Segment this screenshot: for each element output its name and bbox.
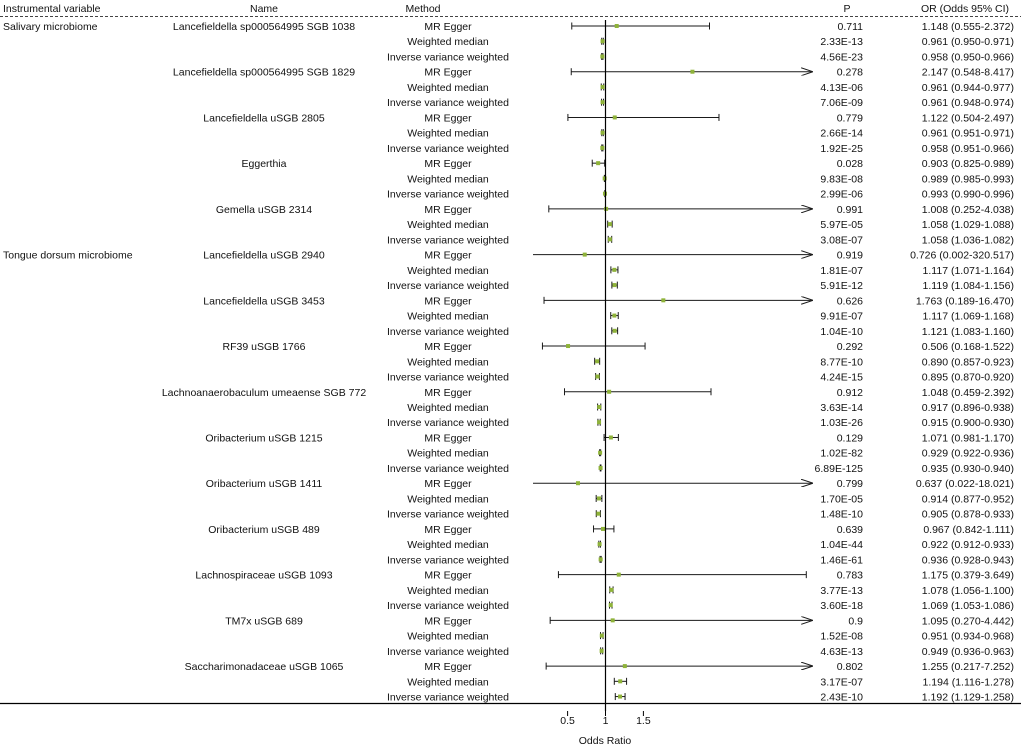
method-label: Inverse variance weighted — [387, 508, 509, 521]
method-label: Inverse variance weighted — [387, 371, 509, 384]
point-estimate — [609, 603, 613, 607]
or-ci-text: 0.905 (0.878-0.933) — [921, 508, 1014, 521]
or-ci-text: 0.903 (0.825-0.989) — [921, 158, 1014, 171]
header-instrumental-variable: Instrumental variable — [3, 3, 101, 15]
p-value: 4.56E-23 — [820, 51, 863, 64]
p-value: 3.08E-07 — [820, 234, 863, 247]
p-value: 0.779 — [836, 112, 863, 125]
method-label: Inverse variance weighted — [387, 51, 509, 64]
exposure-name: Lancefieldella sp000564995 SGB 1829 — [172, 66, 356, 79]
p-value: 2.33E-13 — [820, 36, 863, 49]
method-label: Weighted median — [407, 447, 489, 460]
row-group — [205, 432, 1014, 474]
row-group — [216, 204, 1014, 246]
or-ci-text: 0.506 (0.168-1.522) — [921, 341, 1014, 354]
point-estimate — [596, 375, 600, 379]
p-value: 9.83E-08 — [820, 173, 863, 186]
p-value: 1.52E-08 — [820, 630, 863, 643]
p-value: 0.783 — [836, 569, 863, 582]
point-estimate — [600, 649, 604, 653]
row-group — [173, 67, 1014, 109]
point-estimate — [600, 146, 604, 150]
instrumental-variable-label: Tongue dorsum microbiome — [3, 249, 133, 262]
p-value: 1.48E-10 — [820, 508, 863, 521]
or-ci-text: 0.989 (0.985-0.993) — [921, 173, 1014, 186]
p-value: 0.9 — [848, 615, 863, 628]
or-ci-text: 0.917 (0.896-0.938) — [921, 402, 1014, 414]
instrumental-variable-label: Salivary microbiome — [3, 21, 98, 33]
point-estimate — [661, 298, 665, 302]
row-group — [185, 661, 1014, 703]
point-estimate — [598, 542, 602, 546]
p-value: 1.70E-05 — [820, 493, 863, 506]
or-ci-text: 0.890 (0.857-0.923) — [921, 356, 1014, 369]
method-label: MR Egger — [424, 341, 472, 354]
or-ci-text: 0.951 (0.934-0.968) — [921, 630, 1014, 643]
method-label: Inverse variance weighted — [387, 600, 509, 613]
or-ci-text: 0.993 (0.990-0.996) — [921, 188, 1014, 201]
x-axis-label: Odds Ratio — [578, 735, 632, 747]
p-value: 0.028 — [836, 158, 863, 171]
row-group — [203, 112, 1014, 154]
method-label: MR Egger — [424, 112, 472, 125]
method-label: Inverse variance weighted — [387, 645, 509, 658]
method-label: MR Egger — [424, 295, 472, 308]
point-estimate — [623, 664, 627, 668]
or-ci-text: 0.958 (0.951-0.966) — [921, 142, 1014, 155]
method-label: Weighted median — [407, 356, 489, 369]
point-estimate — [613, 329, 617, 333]
method-label: MR Egger — [424, 523, 472, 536]
or-ci-text: 1.148 (0.555-2.372) — [921, 21, 1014, 33]
p-value: 0.626 — [836, 295, 863, 308]
point-estimate — [609, 588, 613, 592]
or-ci-text: 0.936 (0.928-0.943) — [921, 554, 1014, 567]
p-value: 7.06E-09 — [820, 97, 863, 110]
method-label: Inverse variance weighted — [387, 142, 509, 155]
p-value: 1.04E-10 — [820, 325, 863, 338]
or-ci-text: 1.119 (1.084-1.156) — [922, 280, 1014, 293]
exposure-name: Oribacterium uSGB 1215 — [205, 432, 323, 445]
method-label: Weighted median — [407, 539, 489, 552]
or-ci-text: 0.637 (0.022-18.021) — [915, 478, 1014, 491]
or-ci-text: 0.726 (0.002-320.517) — [910, 249, 1014, 262]
p-value: 0.711 — [837, 21, 863, 33]
method-label: Inverse variance weighted — [387, 188, 509, 201]
exposure-name: Lachnoanaerobaculum umeaense SGB 772 — [161, 386, 367, 399]
p-value: 0.292 — [836, 341, 863, 354]
method-label: Inverse variance weighted — [387, 691, 509, 704]
point-estimate — [612, 268, 616, 272]
or-ci-text: 0.961 (0.950-0.971) — [921, 36, 1014, 49]
row-group — [3, 250, 1014, 292]
method-label: Inverse variance weighted — [387, 417, 509, 430]
method-label: Weighted median — [407, 219, 489, 232]
row-group — [225, 615, 1014, 657]
method-label: Weighted median — [407, 127, 489, 140]
point-estimate — [608, 237, 612, 241]
point-estimate — [596, 161, 600, 165]
point-estimate — [607, 390, 611, 394]
or-ci-text: 1.122 (0.504-2.497) — [921, 112, 1014, 125]
method-label: MR Egger — [424, 615, 472, 628]
point-estimate — [612, 314, 616, 318]
method-label: MR Egger — [424, 158, 472, 171]
p-value: 8.77E-10 — [820, 356, 863, 369]
p-value: 0.129 — [836, 432, 863, 445]
p-value: 5.97E-05 — [820, 219, 863, 232]
row-group — [206, 478, 1014, 520]
method-label: Inverse variance weighted — [387, 325, 509, 338]
point-estimate — [601, 527, 605, 531]
header-p: P — [843, 3, 851, 15]
row-group — [223, 341, 1014, 383]
or-ci-text: 0.915 (0.900-0.930) — [921, 417, 1014, 430]
point-estimate — [576, 481, 580, 485]
method-label: Weighted median — [407, 402, 489, 414]
point-estimate — [597, 496, 601, 500]
point-estimate — [601, 100, 605, 104]
x-tick-label: 1.5 — [636, 715, 651, 727]
point-estimate — [599, 466, 603, 470]
or-ci-text: 0.961 (0.951-0.971) — [921, 127, 1014, 140]
p-value: 1.03E-26 — [820, 417, 863, 430]
point-estimate — [609, 435, 613, 439]
x-axis — [560, 20, 651, 747]
method-label: MR Egger — [424, 661, 472, 674]
or-ci-text: 1.192 (1.129-1.258) — [921, 691, 1014, 704]
exposure-name: Lancefieldella uSGB 2940 — [203, 249, 325, 262]
point-estimate — [583, 253, 587, 257]
or-ci-text: 1.121 (1.083-1.160) — [921, 325, 1014, 338]
point-estimate — [618, 679, 622, 683]
p-value: 0.802 — [836, 661, 863, 674]
point-estimate — [601, 39, 605, 43]
method-label: Inverse variance weighted — [387, 554, 509, 567]
p-value: 3.17E-07 — [820, 676, 863, 689]
exposure-name: Eggerthia — [241, 158, 287, 171]
p-value: 4.63E-13 — [820, 645, 863, 658]
exposure-name: Oribacterium uSGB 1411 — [205, 478, 323, 491]
p-value: 0.278 — [836, 66, 863, 79]
or-ci-text: 0.961 (0.944-0.977) — [921, 81, 1014, 94]
or-ci-text: 1.117 (1.069-1.168) — [922, 310, 1014, 323]
p-value: 2.43E-10 — [820, 691, 863, 704]
p-value: 5.91E-12 — [820, 280, 863, 293]
p-value: 0.912 — [836, 386, 863, 399]
p-value: 1.04E-44 — [820, 539, 863, 552]
point-estimate — [608, 222, 612, 226]
p-value: 0.799 — [836, 478, 863, 491]
method-label: MR Egger — [424, 203, 472, 216]
header-name: Name — [249, 3, 279, 15]
or-ci-text: 1.095 (0.270-4.442) — [921, 615, 1014, 628]
point-estimate — [595, 359, 599, 363]
exposure-name: TM7x uSGB 689 — [225, 615, 303, 628]
method-label: Weighted median — [407, 173, 489, 186]
p-value: 0.919 — [836, 249, 863, 262]
p-value: 1.02E-82 — [820, 447, 863, 460]
point-estimate — [613, 283, 617, 287]
header-method: Method — [405, 3, 441, 15]
point-estimate — [601, 85, 605, 89]
exposure-name: RF39 uSGB 1766 — [222, 341, 306, 354]
or-ci-text: 1.048 (0.459-2.392) — [921, 386, 1014, 399]
or-ci-text: 0.961 (0.948-0.974) — [921, 97, 1014, 110]
p-value: 0.639 — [836, 523, 863, 536]
point-estimate — [617, 573, 621, 577]
p-value: 3.77E-13 — [820, 584, 863, 597]
or-ci-text: 0.895 (0.870-0.920) — [921, 371, 1014, 384]
p-value: 2.66E-14 — [820, 127, 863, 140]
x-tick-label: 0.5 — [560, 715, 575, 727]
exposure-name: Lancefieldella uSGB 2805 — [203, 112, 325, 125]
point-estimate — [604, 207, 608, 211]
point-estimate — [601, 131, 605, 135]
method-label: Inverse variance weighted — [387, 280, 509, 293]
or-ci-text: 1.069 (1.053-1.086) — [921, 600, 1014, 613]
row-group — [242, 158, 1014, 200]
p-value: 1.92E-25 — [820, 142, 863, 155]
or-ci-text: 0.967 (0.842-1.111) — [923, 523, 1014, 536]
point-estimate — [597, 405, 601, 409]
point-estimate — [615, 24, 619, 28]
or-ci-text: 1.194 (1.116-1.278) — [922, 676, 1014, 689]
or-ci-text: 1.008 (0.252-4.038) — [921, 203, 1014, 216]
exposure-name: Gemella uSGB 2314 — [215, 203, 313, 216]
or-ci-text: 0.949 (0.936-0.963) — [921, 645, 1014, 658]
method-label: Inverse variance weighted — [387, 97, 509, 110]
p-value: 2.99E-06 — [820, 188, 863, 201]
point-estimate — [596, 512, 600, 516]
point-estimate — [566, 344, 570, 348]
method-label: Weighted median — [407, 676, 489, 689]
point-estimate — [598, 451, 602, 455]
method-label: Weighted median — [407, 630, 489, 643]
or-ci-text: 1.117 (1.071-1.164) — [922, 264, 1014, 277]
method-label: MR Egger — [424, 66, 472, 79]
method-label: MR Egger — [424, 21, 472, 33]
or-ci-text: 2.147 (0.548-8.417) — [921, 66, 1014, 79]
method-label: MR Egger — [424, 249, 472, 262]
point-estimate — [613, 115, 617, 119]
point-estimate — [690, 70, 694, 74]
or-ci-text: 1.071 (0.981-1.170) — [921, 432, 1014, 445]
or-ci-text: 0.935 (0.930-0.940) — [921, 462, 1014, 475]
p-value: 9.91E-07 — [820, 310, 863, 323]
p-value: 0.991 — [836, 203, 863, 216]
method-label: MR Egger — [424, 386, 472, 399]
or-ci-text: 1.078 (1.056-1.100) — [921, 584, 1014, 597]
or-ci-text: 1.058 (1.029-1.088) — [921, 219, 1014, 232]
row-group — [203, 295, 1014, 337]
or-ci-text: 1.175 (0.379-3.649) — [921, 569, 1014, 582]
or-ci-text: 0.922 (0.912-0.933) — [921, 539, 1014, 552]
point-estimate — [599, 557, 603, 561]
row-group — [208, 524, 1014, 566]
header-or-ci: OR (Odds 95% CI) — [920, 3, 1010, 15]
x-tick-label: 1 — [602, 715, 609, 727]
or-ci-text: 1.058 (1.036-1.082) — [921, 234, 1014, 247]
p-value: 4.13E-06 — [820, 81, 863, 94]
point-estimate — [611, 618, 615, 622]
point-estimate — [600, 54, 604, 58]
p-value: 4.24E-15 — [820, 371, 863, 384]
or-ci-text: 1.255 (0.217-7.252) — [921, 661, 1014, 674]
row-group — [195, 570, 1014, 612]
method-label: MR Egger — [424, 478, 472, 491]
p-value: 6.89E-125 — [814, 462, 863, 475]
p-value: 3.63E-14 — [820, 402, 863, 414]
point-estimate — [600, 634, 604, 638]
row-group — [162, 387, 1014, 429]
row-group — [3, 21, 1014, 63]
p-value: 3.60E-18 — [820, 600, 863, 613]
point-estimate — [618, 695, 622, 699]
p-value: 1.81E-07 — [820, 264, 863, 277]
method-label: Weighted median — [407, 81, 489, 94]
exposure-name: Saccharimonadaceae uSGB 1065 — [184, 661, 344, 674]
method-label: Weighted median — [407, 493, 489, 506]
method-label: Weighted median — [407, 584, 489, 597]
method-label: Weighted median — [407, 264, 489, 277]
or-ci-text: 0.914 (0.877-0.952) — [921, 493, 1014, 506]
or-ci-text: 0.929 (0.922-0.936) — [921, 447, 1014, 460]
exposure-name: Lachnospiraceae uSGB 1093 — [195, 569, 333, 582]
method-label: Inverse variance weighted — [387, 234, 509, 247]
exposure-name: Lancefieldella uSGB 3453 — [203, 295, 325, 308]
or-ci-text: 1.763 (0.189-16.470) — [915, 295, 1014, 308]
or-ci-text: 0.958 (0.950-0.966) — [921, 51, 1014, 64]
p-value: 1.46E-61 — [820, 554, 863, 567]
exposure-name: Lancefieldella sp000564995 SGB 1038 — [172, 21, 356, 33]
point-estimate — [597, 420, 601, 424]
method-label: MR Egger — [424, 432, 472, 445]
rows-layer — [3, 21, 1014, 704]
method-label: Inverse variance weighted — [387, 462, 509, 475]
method-label: MR Egger — [424, 569, 472, 582]
method-label: Weighted median — [407, 36, 489, 49]
exposure-name: Oribacterium uSGB 489 — [208, 523, 320, 536]
method-label: Weighted median — [407, 310, 489, 323]
